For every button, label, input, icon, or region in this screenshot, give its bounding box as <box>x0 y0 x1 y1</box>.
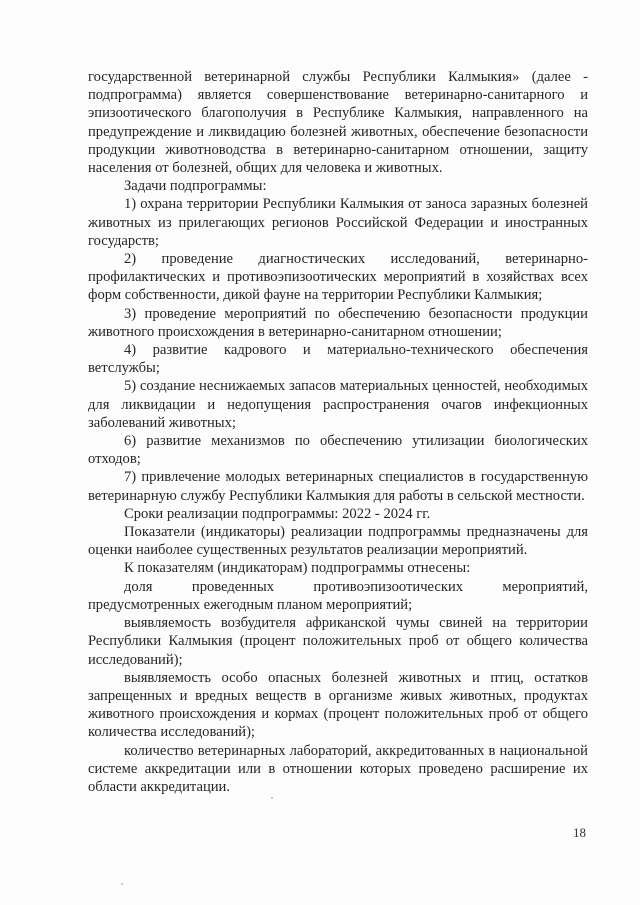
body-text <box>88 68 588 796</box>
paragraph-timeline: Сроки реализации подпрограммы: 2022 - 2024 гг. <box>124 505 431 522</box>
paragraph-indicators-heading: К показателям (индикаторам) подпрограммы отнесены: <box>124 560 471 577</box>
paragraph-task-2: 2) проведение диагностических исследований, ветеринарно-профилактических и противоэпизоотических мероприятий в хозяйствах всех форм собственности, дикой фауне на территории Республики Калмыкия; <box>88 251 588 304</box>
paragraph-indicator-3: выявляемость особо опасных болезней животных и птиц, остатков запрещенных и вредных веществ в организме живых животных, продуктах животного происхождения и кормах (процент положительных проб от общего количества исследований); <box>88 669 588 741</box>
paragraph-indicator-1: доля проведенных противоэпизоотических мероприятий, предусмотренных ежегодным планом мероприятий; <box>88 578 588 613</box>
scan-speck <box>271 797 273 799</box>
paragraph-task-6: 6) развитие механизмов по обеспечению утилизации биологических отходов; <box>88 433 588 468</box>
paragraph-intro: государственной ветеринарной службы Республики Калмыкия» (далее - подпрограмма) является совершенствование ветеринарно-санитарного и эпизоотического благополучия в Республике Калмыкия, направленного на предупреждение и ликвидацию болезней животных, обеспечение безопасности продукции животноводства в ветеринарно-санитарном отношении, защиту населения от болезней, общих для человека и животных. <box>88 69 588 177</box>
paragraph-tasks-heading: Задачи подпрограммы: <box>124 178 267 195</box>
scan-speck <box>121 883 123 885</box>
paragraph-task-7: 7) привлечение молодых ветеринарных специалистов в государственную ветеринарную службу Республики Калмыкия для работы в сельской местности. <box>88 469 588 504</box>
paragraph-task-1: 1) охрана территории Республики Калмыкия от заноса заразных болезней животных из прилегающих регионов Российской Федерации и иностранных государств; <box>88 196 588 249</box>
paragraph-task-5: 5) создание неснижаемых запасов материальных ценностей, необходимых для ликвидации и недопущения распространения очагов инфекционных заболеваний животных; <box>88 378 588 431</box>
paragraph-task-3: 3) проведение мероприятий по обеспечению безопасности продукции животного происхождения в ветеринарно-санитарном отношении; <box>88 305 588 340</box>
paragraph-indicators-purpose: Показатели (индикаторы) реализации подпрограммы предназначены для оценки наиболее существенных результатов реализации мероприятий. <box>88 524 588 559</box>
paragraph-indicator-2: выявляемость возбудителя африканской чумы свиней на территории Республики Калмыкия (процент положительных проб от общего количества исследований); <box>88 615 588 668</box>
paragraph-indicator-4: количество ветеринарных лабораторий, аккредитованных в национальной системе аккредитации или в отношении которых проведено расширение их области аккредитации. <box>88 742 588 795</box>
page-number: 18 <box>573 825 586 840</box>
paragraph-task-4: 4) развитие кадрового и материально-технического обеспечения ветслужбы; <box>88 342 588 377</box>
